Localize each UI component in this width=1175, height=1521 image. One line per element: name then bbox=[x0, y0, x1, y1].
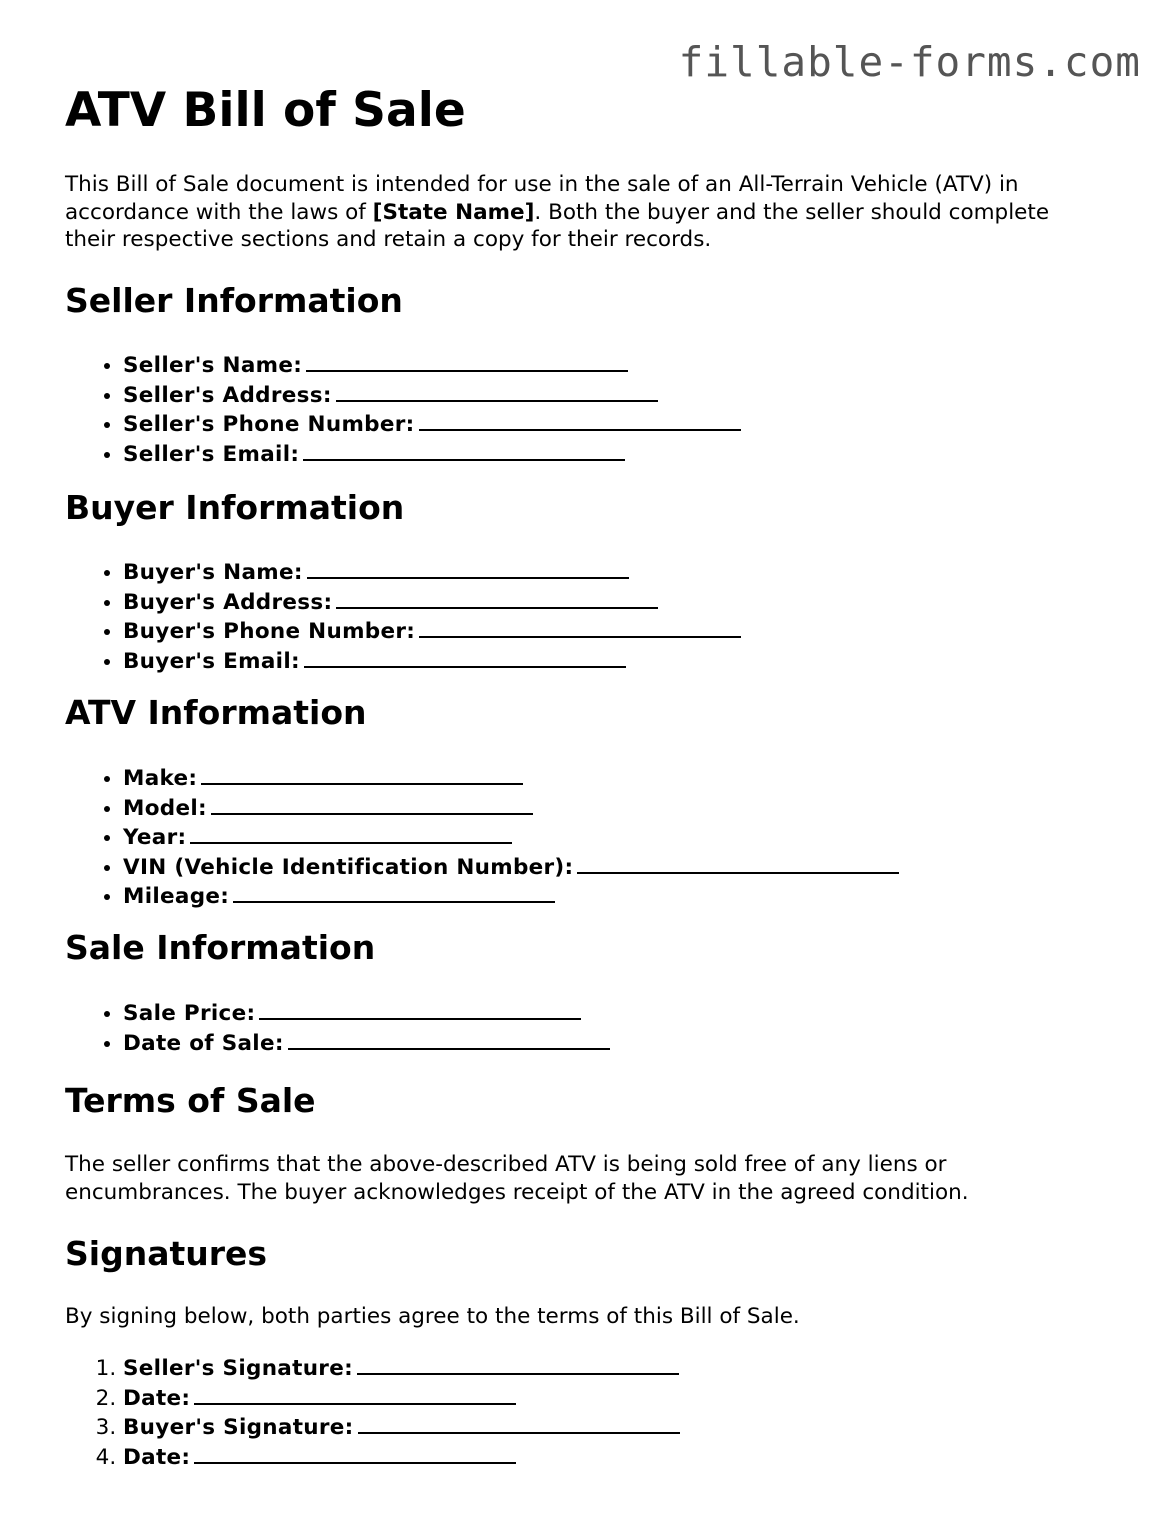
atv-fields-list bbox=[65, 763, 899, 911]
buyer-name-blank[interactable] bbox=[307, 557, 629, 579]
state-name-placeholder: [State Name] bbox=[372, 199, 535, 225]
field-label: Seller's Signature: bbox=[123, 1356, 353, 1381]
seller-heading: Seller Information bbox=[65, 281, 403, 320]
terms-paragraph: The seller confirms that the above-described ATV is being sold free of any liens or encumbrances. The buyer acknowledges receipt of the ATV in the agreed condition. bbox=[65, 1152, 969, 1205]
buyer-fields-list bbox=[65, 557, 741, 675]
intro-text-after: . Both the buyer and the seller should complete their respective sections and retain a copy for their records. bbox=[65, 199, 1050, 252]
field-label: Date: bbox=[123, 1444, 191, 1470]
watermark: fillable-forms.com bbox=[678, 38, 1141, 86]
seller-email-blank[interactable] bbox=[303, 439, 625, 461]
field-label: VIN (Vehicle Identification Number): bbox=[123, 854, 574, 880]
seller-address-blank[interactable] bbox=[336, 380, 658, 402]
seller-phone-blank[interactable] bbox=[419, 409, 741, 431]
seller-phone-item bbox=[123, 409, 741, 439]
atv-vin-blank[interactable] bbox=[577, 852, 899, 874]
field-label: Make: bbox=[123, 766, 198, 791]
field-label: Model: bbox=[123, 795, 207, 821]
seller-email-item bbox=[123, 439, 741, 469]
atv-year-item bbox=[123, 822, 899, 852]
atv-year-blank[interactable] bbox=[190, 822, 512, 844]
sale-fields-list bbox=[65, 998, 610, 1057]
atv-heading: ATV Information bbox=[65, 693, 367, 732]
field-label: Buyer's Email: bbox=[123, 648, 300, 674]
field-label: Mileage: bbox=[123, 884, 230, 909]
field-label: Date of Sale: bbox=[123, 1030, 284, 1056]
buyer-date-item bbox=[123, 1442, 680, 1472]
buyer-signature-item bbox=[123, 1412, 680, 1442]
page-title: ATV Bill of Sale bbox=[65, 83, 466, 138]
buyer-heading: Buyer Information bbox=[65, 488, 405, 527]
buyer-address-item bbox=[123, 587, 741, 617]
sale-heading: Sale Information bbox=[65, 928, 376, 967]
sale-price-blank[interactable] bbox=[259, 998, 581, 1020]
field-label: Buyer's Address: bbox=[123, 589, 333, 615]
atv-mileage-item bbox=[123, 881, 899, 911]
buyer-signature-blank[interactable] bbox=[358, 1412, 680, 1434]
signatures-paragraph: By signing below, both parties agree to the terms of this Bill of Sale. bbox=[65, 1304, 800, 1329]
intro-text-before: This Bill of Sale document is intended for use in the sale of an All-Terrain Vehicle (ATV) in accordance with the laws of bbox=[65, 172, 1019, 225]
field-label: Buyer's Name: bbox=[123, 560, 303, 585]
seller-name-blank[interactable] bbox=[306, 350, 628, 372]
intro-paragraph bbox=[65, 171, 1105, 254]
seller-signature-item bbox=[123, 1353, 680, 1383]
atv-vin-item bbox=[123, 852, 899, 882]
field-label: Seller's Email: bbox=[123, 441, 300, 467]
atv-mileage-blank[interactable] bbox=[233, 881, 555, 903]
field-label: Year: bbox=[123, 825, 187, 850]
sale-date-blank[interactable] bbox=[288, 1028, 610, 1050]
seller-date-item bbox=[123, 1383, 680, 1413]
buyer-name-item bbox=[123, 557, 741, 587]
seller-address-item bbox=[123, 380, 741, 410]
buyer-phone-blank[interactable] bbox=[419, 616, 741, 638]
atv-make-item bbox=[123, 763, 899, 793]
atv-model-blank[interactable] bbox=[211, 793, 533, 815]
buyer-address-blank[interactable] bbox=[336, 587, 658, 609]
sale-price-item bbox=[123, 998, 610, 1028]
buyer-phone-item bbox=[123, 616, 741, 646]
field-label: Seller's Address: bbox=[123, 382, 332, 408]
field-label: Buyer's Phone Number: bbox=[123, 619, 416, 644]
buyer-email-item bbox=[123, 646, 741, 676]
signatures-heading: Signatures bbox=[65, 1234, 268, 1273]
seller-signature-date-blank[interactable] bbox=[194, 1383, 516, 1405]
seller-signature-blank[interactable] bbox=[357, 1353, 679, 1375]
sale-date-item bbox=[123, 1028, 610, 1058]
field-label: Sale Price: bbox=[123, 1001, 256, 1026]
seller-name-item bbox=[123, 350, 741, 380]
buyer-email-blank[interactable] bbox=[304, 646, 626, 668]
atv-make-blank[interactable] bbox=[201, 763, 523, 785]
signatures-list bbox=[65, 1353, 680, 1471]
seller-fields-list bbox=[65, 350, 741, 468]
buyer-signature-date-blank[interactable] bbox=[194, 1442, 516, 1464]
field-label: Seller's Name: bbox=[123, 353, 303, 378]
field-label: Date: bbox=[123, 1385, 191, 1411]
atv-model-item bbox=[123, 793, 899, 823]
field-label: Seller's Phone Number: bbox=[123, 412, 415, 437]
field-label: Buyer's Signature: bbox=[123, 1415, 354, 1440]
terms-heading: Terms of Sale bbox=[65, 1081, 316, 1120]
